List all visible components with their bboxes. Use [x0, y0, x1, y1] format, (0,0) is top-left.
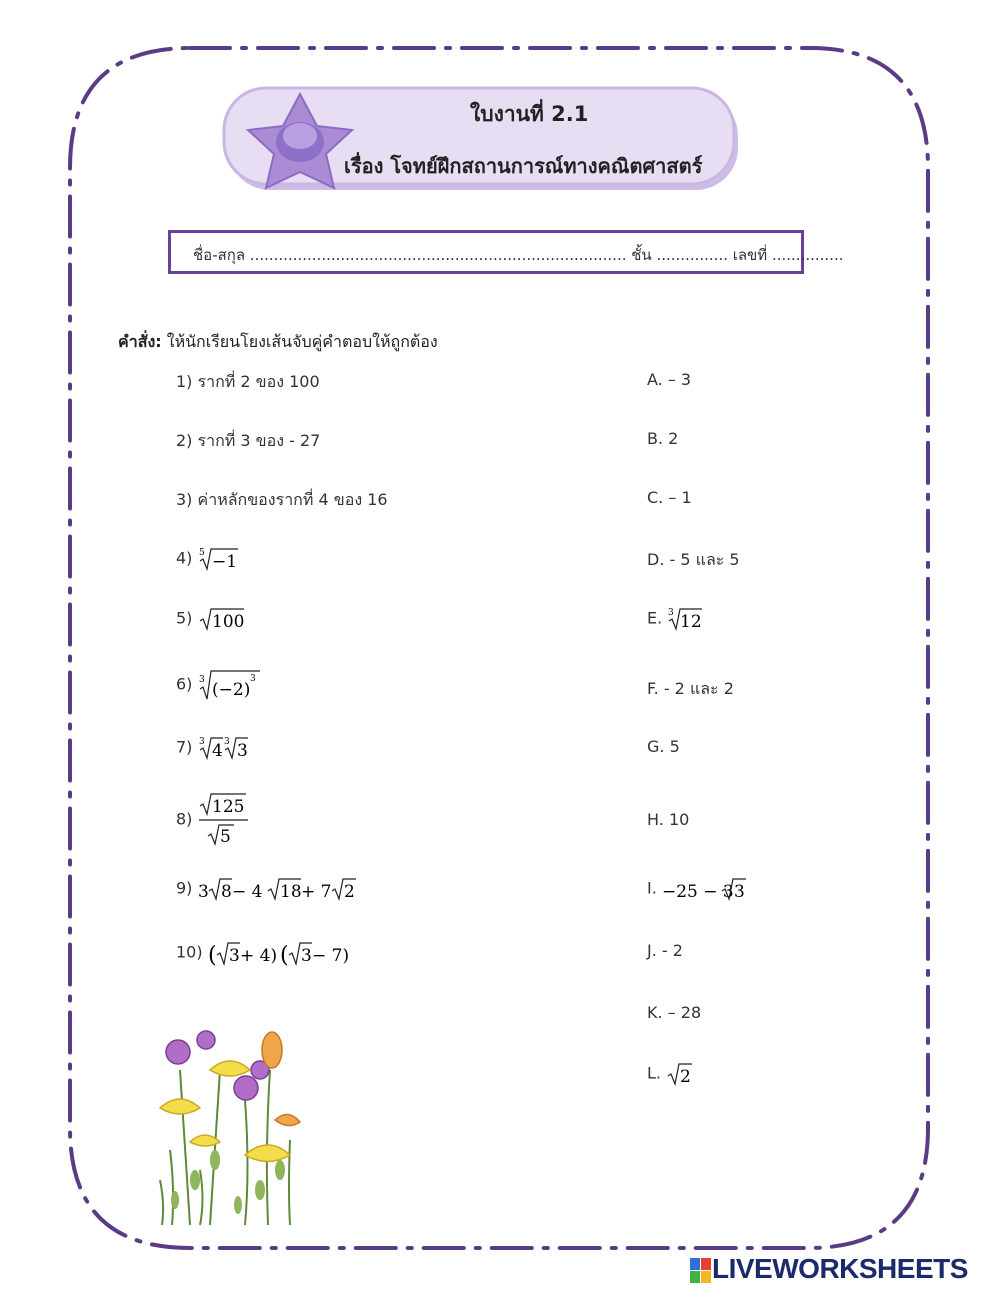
svg-text:3: 3 [197, 882, 209, 902]
instruction-text: ให้นักเรียนโยงเส้นจับคู่คำตอบให้ถูกต้อง [161, 332, 438, 351]
svg-text:3: 3 [668, 608, 675, 618]
answer-h: H. 10 [647, 810, 690, 829]
answer-a: A. – 3 [647, 370, 692, 389]
answer-b: B. 2 [647, 429, 679, 448]
radical-expression [198, 668, 262, 702]
svg-text:125: 125 [211, 797, 244, 817]
svg-text:− 4: − 4 [231, 882, 262, 902]
svg-text:2: 2 [680, 1067, 691, 1087]
svg-text:2: 2 [343, 882, 355, 902]
svg-text:(: ( [279, 943, 289, 968]
svg-text:(−2): (−2) [211, 680, 250, 700]
question-8: 8) 125 5 [176, 792, 250, 848]
student-info-fields: ชื่อ-สกุล ............................................................................... ชั้น ............... เลขที่ ............... [193, 246, 844, 264]
svg-text:8: 8 [220, 882, 232, 902]
radical-expression [198, 546, 238, 572]
answer-j: J. - 2 [647, 941, 683, 960]
radical-expression [666, 1061, 694, 1087]
instruction [118, 330, 438, 355]
svg-text:3: 3 [198, 675, 205, 685]
question-2: 2) รากที่ 3 ของ - 27 [176, 431, 321, 450]
answer-d: D. - 5 และ 5 [647, 550, 740, 569]
svg-text:18: 18 [279, 882, 302, 902]
svg-text:3: 3 [236, 741, 248, 761]
question-6: 6) 3 (−2) 3 [176, 668, 262, 702]
svg-text:100: 100 [211, 612, 244, 632]
svg-text:+ 7: + 7 [300, 882, 331, 902]
svg-text:− 7): − 7) [311, 946, 349, 966]
svg-text:5: 5 [198, 548, 205, 558]
answer-f: F. - 2 และ 2 [647, 679, 734, 698]
svg-text:3: 3 [733, 882, 745, 902]
radical-expression [662, 876, 748, 902]
svg-text:3: 3 [228, 946, 240, 966]
answer-g: G. 5 [647, 737, 680, 756]
radical-expression [198, 606, 246, 632]
question-7: 7) 3 4 3 3 [176, 735, 250, 761]
question-1: 1) รากที่ 2 ของ 100 [176, 372, 320, 391]
question-10: 10) ( 3 + 4) ( 3 − 7) [176, 936, 350, 970]
svg-text:3: 3 [223, 737, 230, 747]
svg-text:(: ( [207, 943, 217, 968]
answer-k: K. – 28 [647, 1003, 702, 1022]
svg-text:3: 3 [300, 946, 312, 966]
answer-e: E. 3 12 [647, 608, 702, 632]
fraction-expression [198, 792, 250, 848]
radical-expression [208, 936, 350, 970]
radical-expression [198, 876, 358, 902]
flowers-illustration [150, 1030, 310, 1230]
svg-text:3: 3 [198, 737, 205, 747]
question-5: 5) 100 [176, 606, 246, 632]
question-3: 3) ค่าหลักของรากที่ 4 ของ 16 [176, 490, 388, 509]
svg-text:3: 3 [249, 674, 256, 684]
svg-text:4: 4 [211, 741, 223, 761]
worksheet-title: เรื่อง โจทย์ฝึกสถานการณ์ทางคณิตศาสตร์ [344, 154, 703, 178]
svg-text:5: 5 [219, 827, 231, 847]
radical-expression [667, 606, 703, 632]
worksheet-number: ใบงานที่ 2.1 [470, 102, 589, 126]
answer-c: C. – 1 [647, 488, 692, 507]
student-info-box [168, 230, 844, 274]
svg-text:−1: −1 [211, 552, 237, 572]
svg-text:+ 4): + 4) [239, 946, 277, 966]
svg-text:12: 12 [680, 612, 702, 632]
answer-l: L. 2 [647, 1061, 694, 1087]
question-9: 9) 3 8 − 4 18 + 7 2 [176, 876, 358, 902]
logo-icon [690, 1258, 712, 1284]
radical-expression [198, 735, 250, 761]
logo-text: LIVEWORKSHEETS [712, 1253, 968, 1284]
answer-i: I. −25 − 3 3 [647, 876, 748, 902]
instruction-label: คำสั่ง: [118, 332, 162, 351]
svg-text:−25 − 3: −25 − 3 [661, 882, 734, 902]
question-4: 4) 5 −1 [176, 548, 237, 572]
